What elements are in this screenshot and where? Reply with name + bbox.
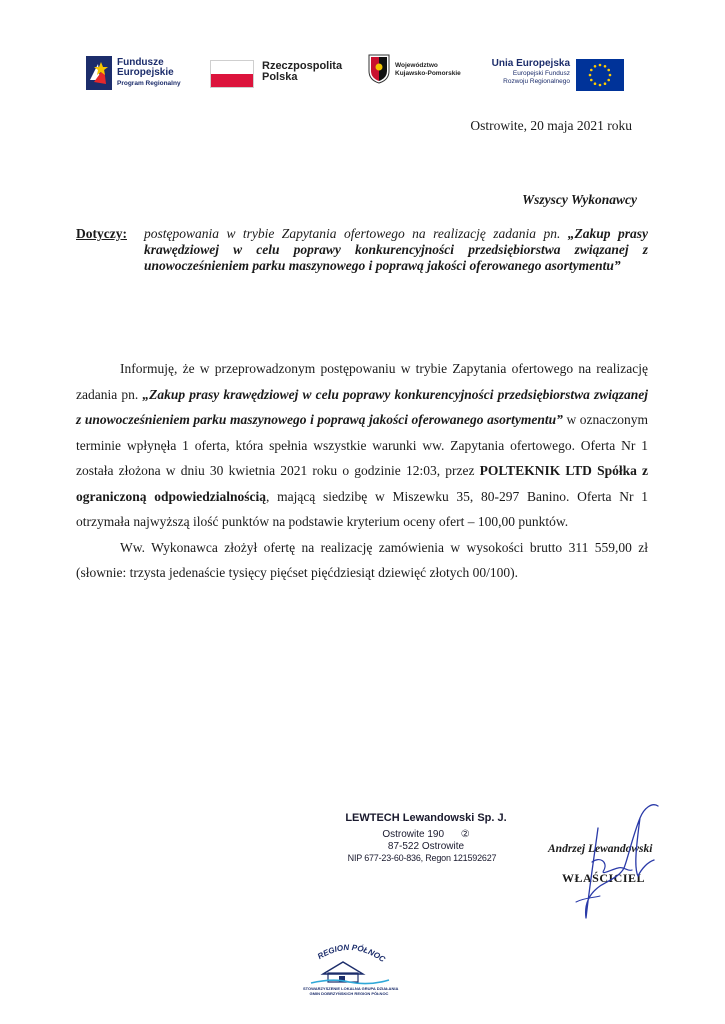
stamp-company-name: LEWTECH Lewandowski Sp. J. [345,812,507,824]
letter-recipient: Wszyscy Wykonawcy [522,192,637,207]
region-caption-2: GMIN DOBRZYŃSKICH REGION PÓŁNOC [309,991,389,996]
subject-lead: Dotyczy: [76,226,127,241]
logo-fundusze-europejskie [86,56,196,94]
eu-flag-icon [576,59,624,91]
logo-wojewodztwo [368,54,480,94]
owner-name: Andrzej Lewandowski [548,843,653,855]
logo-rzeczpospolita-polska [210,57,350,91]
p1-intro: Informuję, że w przeprowadzonym postępowaniu w trybie Zapytania ofertowego na realizację zadania pn. [76,361,648,402]
stamp-mark: ② [460,829,470,840]
coat-of-arms-icon [368,54,390,84]
ue-line2: Europejski Fundusz [512,70,570,77]
polish-flag-icon [210,60,254,88]
fe-line1: Fundusze [117,57,164,68]
logo-unia-europejska [488,56,628,92]
fe-line2: Europejskie [117,67,174,78]
ue-line3: Rozwoju Regionalnego [503,78,570,85]
svg-text:REGION PÓŁNOC [316,943,387,964]
region-house-icon [303,942,395,986]
wk-line2: Kujawsko-Pomorskie [395,70,461,77]
letter-date: Ostrowite, 20 maja 2021 roku [470,118,632,133]
p1-contractor: POLTEKNIK LTD Spółka z ograniczoną odpowiedzialnością [76,463,649,504]
rp-line2: Polska [262,71,298,83]
subject-title: „Zakup prasy krawędziowej w celu poprawy konkurencyjności przedsiębiorstwa związanej z unowocześnieniem parku maszynowego i poprawą jakości oferowanego asortymentu” [144,226,648,273]
fe-star-icon [86,56,112,90]
stamp-nip: NIP 677-23-60-836, Regon 121592627 [347,853,497,863]
owner-role: WŁAŚCICIEL [562,871,646,885]
letter-body [76,356,648,586]
fe-line3: Program Regionalny [117,80,181,87]
p1-project-title: „Zakup prasy krawędziowej w celu poprawy konkurencyjności przedsiębiorstwa związanej z unowocześnieniem parku maszynowego i poprawą jakości oferowanego asortymentu” [76,386,648,427]
p1-details: w oznaczonym terminie wpłynęła 1 oferta, która spełnia wszystkie warunki ww. Zapytania ofertowego. Oferta Nr 1 została złożona w dniu 30 kwietnia 2021 roku o godzinie 12:03, przez [76,412,649,478]
rp-line1: Rzeczpospolita [262,60,343,72]
region-caption-1: STOWARZYSZENIE LOKALNA GRUPA DZIAŁANIA [303,986,399,991]
p1-result: , mającą siedzibę w Miszewku 35, 80-297 Banino. Oferta Nr 1 otrzymała najwyższą ilość punktów na podstawie kryterium oceny ofert – 100,00 punktów. [76,488,648,529]
subject-plain: postępowania w trybie Zapytania ofertowego na realizację zadania pn. [144,226,561,241]
stamp-city: 87-522 Ostrowite [387,841,465,852]
paragraph-1 [76,356,648,535]
company-stamp [341,812,511,864]
paragraph-2: Ww. Wykonawca złożył ofertę na realizację zamówienia w wysokości brutto 311 559,00 zł (słownie: trzysta jedenaście tysięcy pięćset pięćdziesiąt dziewięć złotych 00/100). [76,539,648,580]
region-polnoc-logo [303,942,399,998]
ue-line1: Unia Europejska [491,58,570,69]
region-title: REGION PÓŁNOC [315,942,387,965]
letter-subject [76,226,648,274]
stamp-street: Ostrowite 190 [382,829,445,840]
handwritten-signature [540,798,670,938]
wk-line1: Województwo [395,62,438,69]
